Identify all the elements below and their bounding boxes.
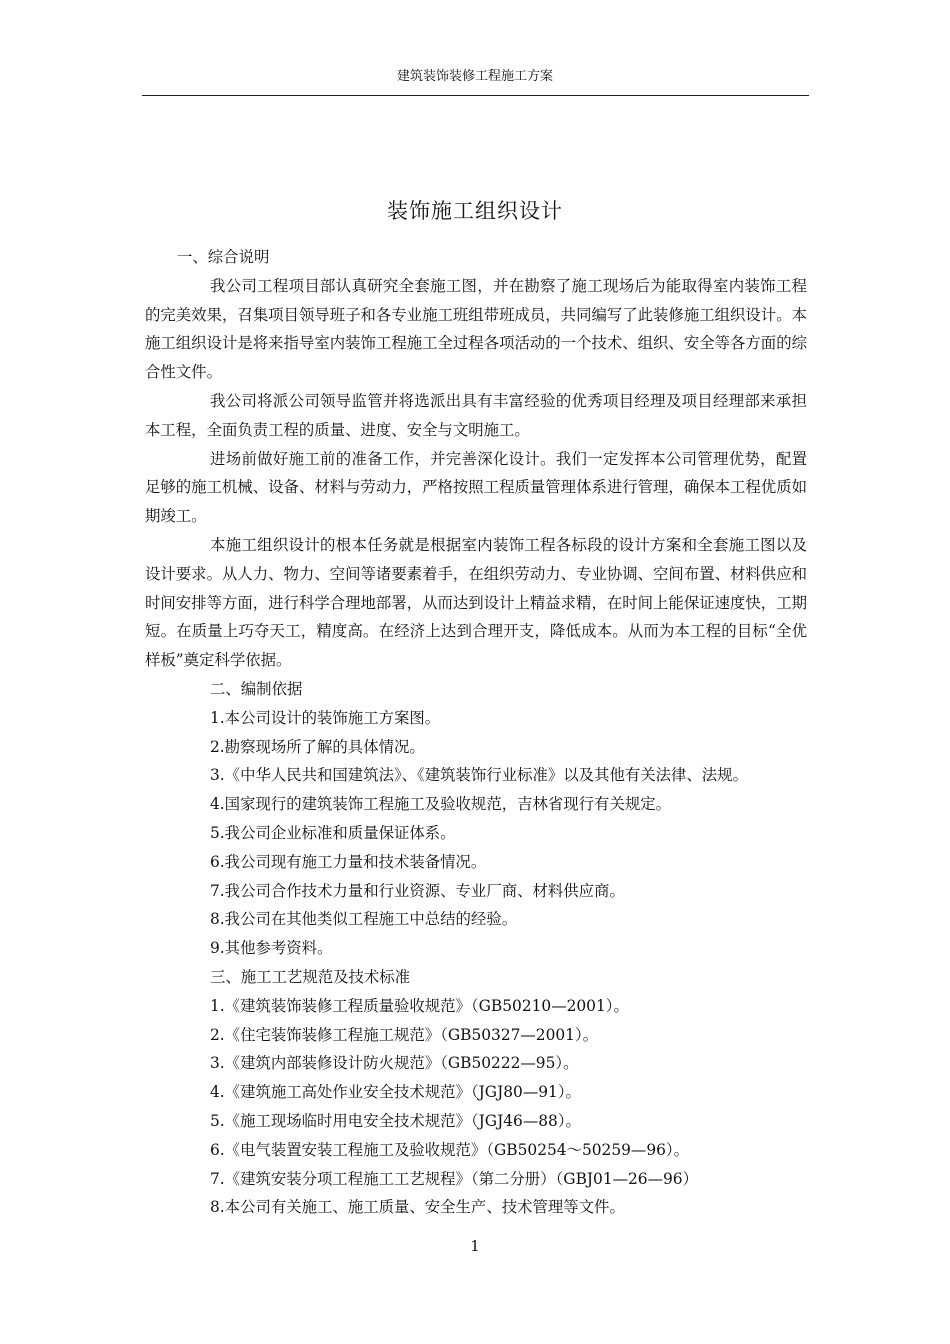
document-body (145, 243, 807, 1222)
list-item: 1.本公司设计的装饰施工方案图。 (210, 708, 441, 727)
list-item: 3.《中华人民共和国建筑法》、《建筑装饰行业标准》以及其他有关法律、法规。 (210, 766, 748, 785)
list-item: 7.《建筑安装分项工程施工工艺规程》（第二分册）（GBJ01—26—96） (210, 1169, 698, 1188)
list-item: 7.我公司合作技术力量和行业资源、专业厂商、材料供应商。 (210, 881, 625, 900)
list-item: 8.本公司有关施工、施工质量、安全生产、技术管理等文件。 (210, 1198, 625, 1217)
list-item: 4.《建筑施工高处作业安全技术规范》（JGJ80—91）。 (210, 1083, 581, 1102)
section-heading-basis: 二、编制依据 (210, 679, 303, 698)
section-heading-standards: 三、施工工艺规范及技术标准 (210, 967, 411, 986)
list-item: 5.《施工现场临时用电安全技术规范》（JGJ46—88）。 (210, 1111, 581, 1130)
running-header: 建筑装饰装修工程施工方案 (396, 69, 553, 84)
list-item: 4.国家现行的建筑装饰工程施工及验收规范，吉林省现行有关规定。 (210, 795, 672, 814)
section-heading-general: 一、综合说明 (177, 248, 270, 266)
list-item: 6.《电气装置安装工程施工及验收规范》（GB50254～50259—96）。 (210, 1140, 689, 1159)
paragraph: 我公司将派公司领导监管并将选派出具有丰富经验的优秀项目经理及项目经理部来承担本工程，全面负责工程的质量、进度、安全与文明施工。 (145, 391, 807, 439)
document-title: 装饰施工组织设计 (387, 199, 563, 223)
list-item: 8.我公司在其他类似工程施工中总结的经验。 (210, 910, 518, 929)
header-rule (142, 95, 809, 96)
page-number: 1 (470, 1237, 480, 1255)
list-item: 5.我公司企业标准和质量保证体系。 (210, 823, 456, 842)
list-item: 1.《建筑装饰装修工程质量验收规范》（GB50210—2001）。 (210, 996, 629, 1015)
list-item: 3.《建筑内部装修设计防火规范》（GB50222—95）。 (210, 1054, 579, 1073)
list-item: 9.其他参考资料。 (210, 939, 333, 958)
list-item: 2.勘察现场所了解的具体情况。 (210, 737, 425, 756)
list-item: 6.我公司现有施工力量和技术装备情况。 (210, 852, 487, 871)
list-item: 2.《住宅装饰装修工程施工规范》（GB50327—2001）。 (210, 1025, 599, 1044)
paragraph: 本施工组织设计的根本任务就是根据室内装饰工程各标段的设计方案和全套施工图以及设计要求。从人力、物力、空间等诸要素着手，在组织劳动力、专业协调、空间布置、材料供应和时间安排等方面，进行科学合理地部署，从而达到设计上精益求精，在时间上能保证速度快，工期短。在质量上巧夺天工，精度高。在经济上达到合理开支，降低成本。从而为本工程的目标“全优样板”奠定科学依据。 (145, 535, 807, 670)
paragraph: 进场前做好施工前的准备工作，并完善深化设计。我们一定发挥本公司管理优势，配置足够的施工机械、设备、材料与劳动力，严格按照工程质量管理体系进行管理，确保本工程优质如期竣工。 (145, 449, 807, 526)
paragraph: 我公司工程项目部认真研究全套施工图，并在勘察了施工现场后为能取得室内装饰工程的完美效果，召集项目领导班子和各专业施工班组带班成员，共同编写了此装修施工组织设计。本施工组织设计是将来指导室内装饰工程施工全过程各项活动的一个技术、组织、安全等各方面的综合性文件。 (145, 276, 807, 382)
